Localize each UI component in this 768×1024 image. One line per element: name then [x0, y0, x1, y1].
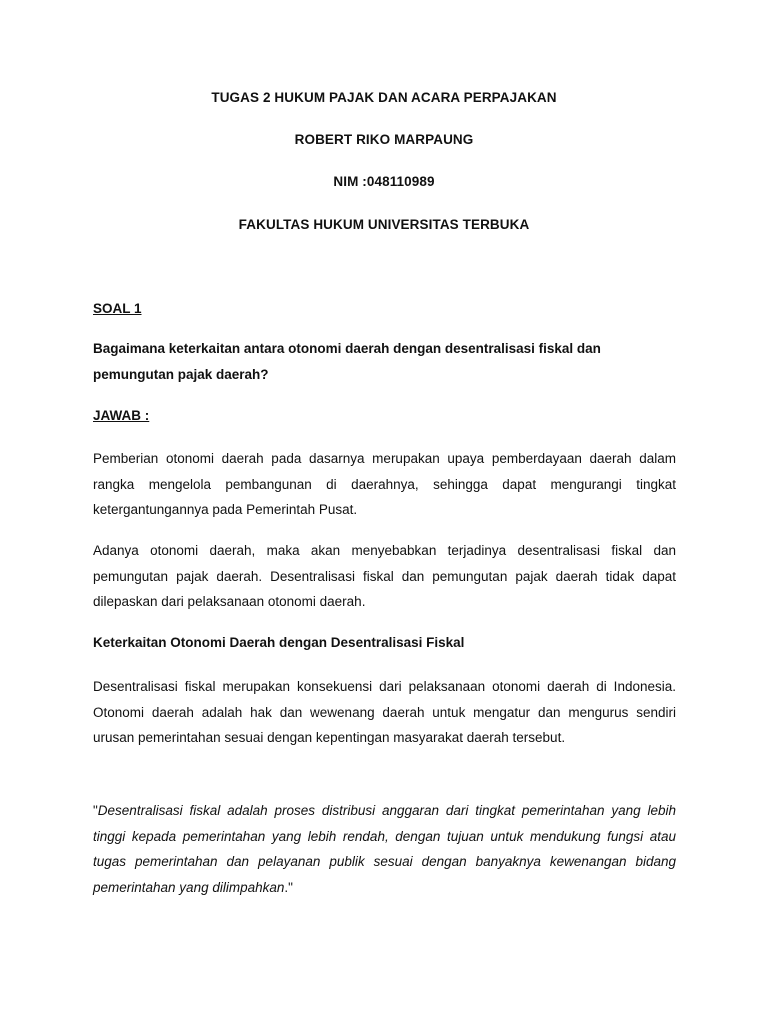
quote-text: Desentralisasi fiskal adalah proses distribusi anggaran dari tingkat pemerintahan yang lebih tinggi kepada pemerintahan yang lebih rendah, dengan tujuan untuk mendukung fungsi atau tugas pemerintahan dan pelayanan publik sesuai dengan banyaknya kewenangan bidang pemerintahan yang dilimpahkan [93, 803, 676, 895]
section-subheading: Keterkaitan Otonomi Daerah dengan Desentralisasi Fiskal [93, 635, 465, 650]
student-id: NIM :048110989 [333, 174, 435, 189]
definition-quote [93, 798, 676, 900]
faculty-name: FAKULTAS HUKUM UNIVERSITAS TERBUKA [238, 217, 530, 232]
author-name: ROBERT RIKO MARPAUNG [294, 132, 474, 147]
answer-paragraph-1: Pemberian otonomi daerah pada dasarnya merupakan upaya pemberdayaan daerah dalam rangka mengelola pembangunan di daerahnya, sehingga dapat mengurangi tingkat ketergantungannya pada Pemerintah Pusat. [93, 451, 676, 517]
answer-paragraph-2: Adanya otonomi daerah, maka akan menyebabkan terjadinya desentralisasi fiskal dan pemungutan pajak daerah. Desentralisasi fiskal dan pemungutan pajak daerah tidak dapat dilepaskan dari pelaksanaan otonomi daerah. [93, 543, 676, 609]
answer-label: JAWAB : [93, 408, 150, 423]
quote-close-mark: ." [284, 879, 293, 895]
answer-paragraph-3: Desentralisasi fiskal merupakan konsekuensi dari pelaksanaan otonomi daerah di Indonesia. Otonomi daerah adalah hak dan wewenang daerah untuk mengatur dan mengurus sendiri urusan pemerintahan sesuai dengan kepentingan masyarakat daerah tersebut. [93, 679, 676, 745]
document-title: TUGAS 2 HUKUM PAJAK DAN ACARA PERPAJAKAN [211, 90, 557, 105]
question-label: SOAL 1 [93, 301, 142, 316]
question-text: Bagaimana keterkaitan antara otonomi daerah dengan desentralisasi fiskal dan pemungutan pajak daerah? [93, 341, 601, 382]
quote-open-mark: " [93, 803, 98, 818]
